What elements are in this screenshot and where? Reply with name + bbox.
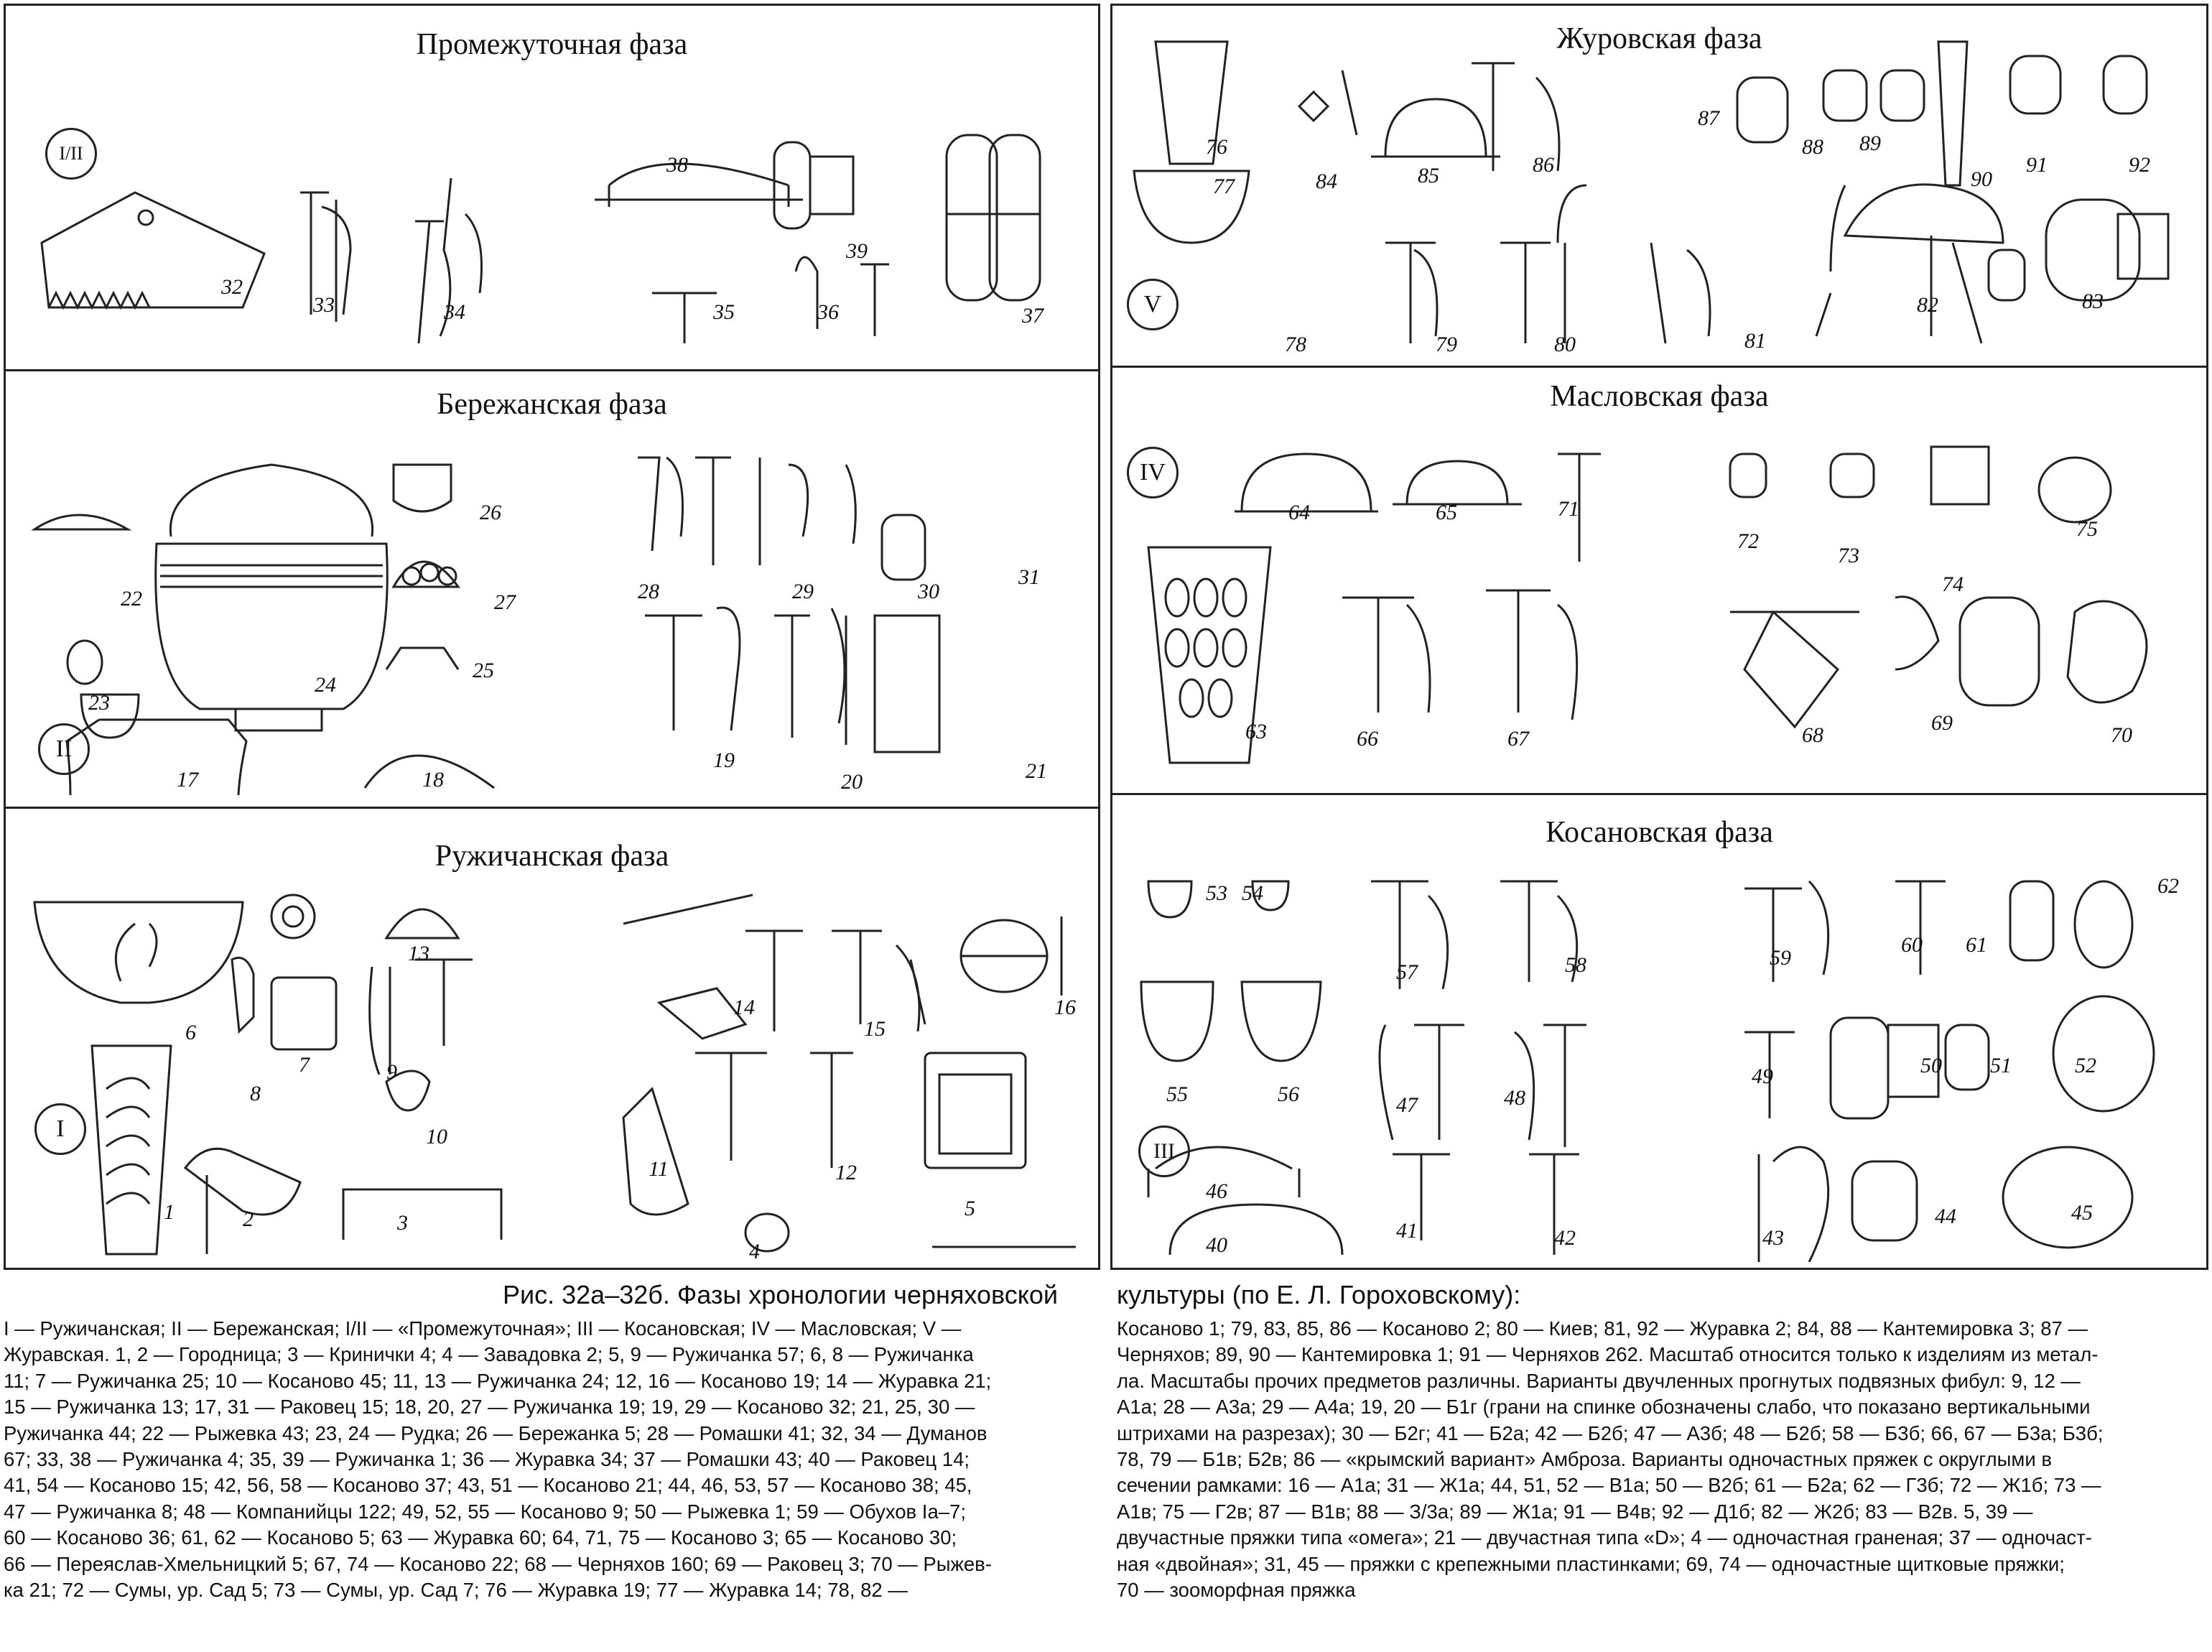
figure-number: 76: [1206, 135, 1227, 159]
legend-line: Косаново 1; 79, 83, 85, 86 — Косаново 2; 80 — Киев; 81, 92 — Журавка 2; 84, 88 — Кантемировка 3; 87 —: [1117, 1317, 2088, 1340]
figure-number: 10: [426, 1125, 447, 1148]
legend-line: 41, 54 — Косаново 15; 42, 56, 58 — Косаново 37; 43, 51 — Косаново 21; 44, 46, 53, 57 — Косаново 38; 45,: [4, 1474, 972, 1497]
figure-number: 63: [1245, 720, 1267, 743]
panel-maslovska: [1110, 366, 2208, 795]
legend-line: 66 — Переяслав-Хмельницкий 5; 67, 74 — Косаново 22; 68 — Черняхов 160; 69 — Раковец 3; 70 — Рыжев-: [4, 1552, 992, 1575]
figure-number: 2: [243, 1207, 254, 1231]
figure-number: 14: [733, 996, 755, 1019]
figure-number: 24: [315, 673, 336, 697]
figure-number: 75: [2076, 517, 2098, 541]
legend-line: 11; 7 — Ружичанка 25; 10 — Косаново 45; 11, 13 — Ружичанка 24; 12, 16 — Косаново 19; 14 — Журавка 21;: [4, 1369, 992, 1392]
figure-number: 17: [177, 768, 198, 792]
panel-zhurovska: [1110, 4, 2208, 368]
figure-number: 32: [221, 275, 243, 299]
figure-number: 73: [1838, 544, 1859, 567]
artifact-drawings: [1127, 425, 2197, 784]
legend-line: ная «двойная»; 31, 45 — пряжки с крепежными пластинками; 69, 74 — одночастные щитковые пряжки;: [1117, 1552, 2065, 1575]
figure-number: 27: [494, 590, 516, 614]
legend-line: Ружичанка 44; 22 — Рыжевка 43; 23, 24 — Рудка; 26 — Бережанка 5; 28 — Ромашки 41; 32, 34 — Думанов: [4, 1421, 988, 1444]
legend-line: сечении рамками: 16 — А1а; 31 — Ж1а; 44, 51, 52 — В1а; 50 — В2б; 61 — Б2а; 62 — Г3б; 72 — Ж1б; 73 —: [1117, 1474, 2101, 1497]
artifact-drawings: [27, 121, 1083, 358]
figure-number: 38: [666, 153, 688, 177]
legend-line: 78, 79 — Б1в; Б2в; 86 — «крымский вариант» Амброза. Варианты одночастных пряжек с округлыми в: [1117, 1448, 2052, 1471]
phase-numeral: III: [1138, 1126, 1190, 1177]
figure-number: 40: [1206, 1233, 1227, 1257]
artifact-drawings: [1127, 853, 2197, 1262]
figure-number: 69: [1931, 711, 1953, 735]
figure-number: 37: [1022, 304, 1044, 328]
figure-number: 68: [1802, 723, 1823, 747]
figure-number: 1: [164, 1200, 175, 1224]
figure-number: 3: [397, 1211, 408, 1235]
figure-number: 52: [2075, 1054, 2096, 1077]
figure-caption-right: культуры (по Е. Л. Гороховскому):: [1117, 1280, 1521, 1309]
figure-number: 51: [1990, 1054, 2012, 1077]
figure-number: 36: [817, 300, 839, 324]
figure-number: 64: [1288, 501, 1310, 524]
figure-number: 59: [1770, 946, 1791, 970]
figure-number: 30: [918, 580, 939, 603]
figure-number: 86: [1533, 153, 1554, 177]
panel-title: Бережанская фаза: [437, 388, 667, 421]
figure-caption-left: Рис. 32а–32б. Фазы хронологии черняховской: [503, 1280, 1058, 1309]
panel-title: Ружичанская фаза: [434, 840, 669, 873]
figure-number: 45: [2071, 1201, 2093, 1225]
figure-number: 74: [1942, 572, 1964, 596]
figure-number: 42: [1554, 1226, 1576, 1250]
figure-number: 4: [749, 1240, 760, 1263]
figure-number: 56: [1278, 1082, 1299, 1106]
figure-number: 35: [713, 300, 735, 324]
figure-number: 18: [422, 768, 444, 792]
figure-number: 92: [2129, 153, 2150, 177]
figure-number: 44: [1935, 1205, 1956, 1228]
artifact-drawings: [27, 443, 1083, 795]
figure-number: 5: [965, 1197, 975, 1220]
figure-number: 29: [792, 580, 814, 603]
legend-line: штрихами на разрезах); 30 — Б2г; 41 — Б2а; 42 — Б2б; 47 — А3б; 48 — Б2б; 58 — Б3б; 66, 67 — Б3а; Б3б;: [1117, 1421, 2104, 1444]
figure-number: 8: [250, 1082, 261, 1105]
phase-numeral: II: [38, 723, 90, 775]
figure-number: 66: [1357, 727, 1378, 751]
panel-kosanovska: [1110, 793, 2208, 1270]
figure-number: 62: [2157, 874, 2179, 898]
figure-number: 87: [1698, 106, 1719, 130]
figure-number: 23: [88, 691, 110, 715]
figure-number: 12: [835, 1161, 857, 1184]
figure-number: 11: [649, 1157, 669, 1181]
figure-number: 77: [1213, 175, 1235, 198]
figure-number: 16: [1054, 996, 1076, 1019]
figure-number: 39: [846, 239, 868, 263]
legend-right: [1117, 1316, 2208, 1603]
figure-number: 25: [473, 659, 494, 682]
figure-number: 9: [386, 1060, 397, 1084]
figure-number: 33: [313, 293, 335, 317]
figure-number: 28: [638, 580, 659, 603]
figure-number: 19: [713, 748, 735, 772]
figure-number: 49: [1752, 1064, 1773, 1088]
figure-number: 6: [185, 1021, 196, 1044]
phase-numeral: I: [34, 1103, 86, 1155]
phase-numeral: V: [1127, 279, 1179, 330]
figure-number: 43: [1762, 1226, 1784, 1250]
figure-number: 70: [2111, 723, 2132, 747]
figure-number: 57: [1396, 960, 1418, 984]
artifact-drawings: [1127, 20, 2197, 358]
figure-number: 83: [2082, 289, 2104, 313]
panel-ruzhichanska: [4, 807, 1100, 1270]
figure-number: 90: [1971, 167, 1992, 191]
legend-line: ка 21; 72 — Сумы, ур. Сад 5; 73 — Сумы, ур. Сад 7; 76 — Журавка 19; 77 — Журавка 14; 78, 82 —: [4, 1579, 908, 1602]
figure-number: 79: [1436, 333, 1457, 356]
figure-number: 50: [1920, 1054, 1942, 1077]
figure-number: 21: [1026, 759, 1047, 783]
figure-number: 48: [1504, 1086, 1525, 1110]
legend-line: ла. Масштабы прочих предметов различны. Варианты двучленных прогнутых подвязных фибул: 9, 12 —: [1117, 1369, 2081, 1392]
figure-number: 91: [2026, 153, 2048, 177]
figure-number: 58: [1565, 953, 1586, 977]
panel-title: Промежуточная фаза: [416, 28, 688, 61]
panel-title: Журовская фаза: [1556, 22, 1762, 55]
figure-number: 55: [1166, 1082, 1188, 1106]
figure-number: 78: [1285, 333, 1306, 356]
figure-number: 53: [1206, 881, 1227, 905]
figure-number: 61: [1966, 933, 1987, 957]
legend-line: 60 — Косаново 36; 61, 62 — Косаново 5; 63 — Журавка 60; 64, 71, 75 — Косаново 3; 65 — Косаново 30;: [4, 1526, 957, 1549]
legend-line: Черняхов; 89, 90 — Кантемировка 1; 91 — Черняхов 262. Масштаб относится только к изделиям из метал-: [1117, 1343, 2099, 1366]
legend-line: Журавская. 1, 2 — Городница; 3 — Кринички 4; 4 — Завадовка 2; 5, 9 — Ружичанка 57; 6, 8 — Ружичанка: [4, 1343, 974, 1366]
panel-berezhanska: [4, 369, 1100, 809]
figure-number: 13: [408, 942, 429, 965]
figure-number: 89: [1859, 131, 1881, 155]
figure-number: 72: [1737, 529, 1759, 553]
legend-line: I — Ружичанская; II — Бережанская; I/II — «Промежуточная»; III — Косановская; IV — Масловская; V —: [4, 1317, 962, 1340]
legend-line: 47 — Ружичанка 8; 48 — Компанийцы 122; 49, 52, 55 — Косаново 9; 50 — Рыжевка 1; 59 — Обухов Ia–7;: [4, 1500, 966, 1523]
legend-line: А1в; 75 — Г2в; 87 — В1в; 88 — З/3а; 89 — Ж1а; 91 — В4в; 92 — Д1б; 82 — Ж2б; 83 — В2в. 5, 39 —: [1117, 1500, 2033, 1523]
figure-number: 81: [1744, 329, 1766, 353]
figure-number: 82: [1917, 293, 1938, 317]
legend-line: двучастные пряжки типа «омега»; 21 — двучастная типа «D»; 4 — одночастная граненая; 37 — одночаст-: [1117, 1526, 2092, 1549]
legend-line: А1а; 28 — А3а; 29 — А4а; 19, 20 — Б1г (грани на спинке обозначены слабо, что показано вертикальными: [1117, 1396, 2091, 1419]
figure-number: 22: [121, 587, 142, 611]
panel-intermediate: [4, 4, 1100, 371]
phase-numeral: I/II: [45, 128, 97, 180]
figure-number: 7: [299, 1053, 310, 1077]
legend-line: 67; 33, 38 — Ружичанка 4; 35, 39 — Ружичанка 1; 36 — Журавка 34; 37 — Ромашки 43; 40 — Раковец 14;: [4, 1448, 970, 1471]
figure-number: 46: [1206, 1179, 1227, 1203]
figure-number: 71: [1558, 497, 1579, 521]
figure-number: 85: [1418, 164, 1439, 187]
figure-number: 31: [1018, 565, 1040, 589]
figure-number: 20: [841, 770, 863, 794]
figure-number: 84: [1316, 170, 1337, 193]
panel-title: Масловская фаза: [1550, 380, 1769, 413]
legend-line: 15 — Ружичанка 13; 17, 31 — Раковец 15; 18, 20, 27 — Ружичанка 19; 19, 29 — Косаново 32; 21, 25, 30 —: [4, 1396, 975, 1419]
figure-number: 34: [444, 300, 465, 324]
figure-number: 88: [1802, 135, 1823, 159]
figure-number: 15: [864, 1017, 886, 1041]
figure-number: 67: [1507, 727, 1529, 751]
figure-number: 26: [480, 501, 501, 524]
figure-number: 60: [1901, 933, 1923, 957]
figure-number: 54: [1242, 881, 1263, 905]
figure-number: 47: [1396, 1093, 1418, 1117]
phase-numeral: IV: [1127, 447, 1179, 498]
figure-number: 41: [1396, 1219, 1418, 1243]
panel-title: Косановская фаза: [1546, 816, 1773, 849]
legend-line: 70 — зооморфная пряжка: [1117, 1579, 1356, 1602]
legend-left: [4, 1316, 1095, 1603]
artifact-drawings: [27, 881, 1083, 1261]
figure-number: 65: [1436, 501, 1457, 524]
figure-number: 80: [1554, 333, 1576, 356]
